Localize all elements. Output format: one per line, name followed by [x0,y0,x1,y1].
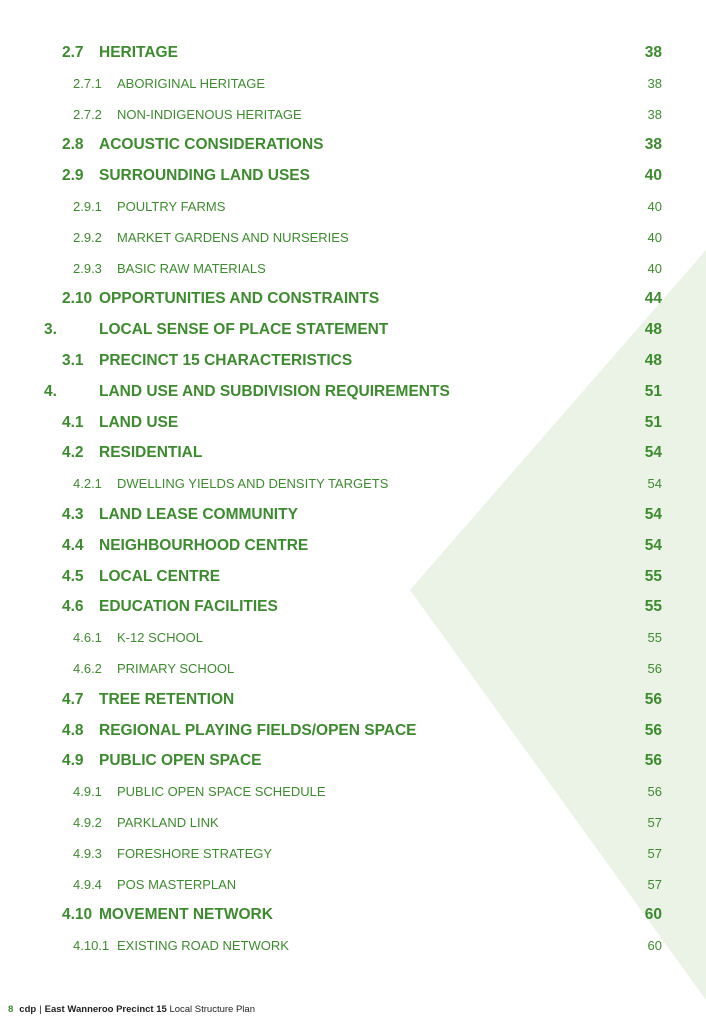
toc-title: LAND USE AND SUBDIVISION REQUIREMENTS [99,382,450,400]
toc-page-number: 56 [647,784,662,800]
toc-page-number: 57 [647,845,662,861]
toc-subentry[interactable] [0,469,706,499]
toc-title: LOCAL SENSE OF PLACE STATEMENT [99,321,389,339]
toc-title: SURROUNDING LAND USES [99,167,310,185]
toc-title: LAND LEASE COMMUNITY [99,506,298,523]
toc-chapter[interactable] [0,315,706,345]
toc-title: PRECINCT 15 CHARACTERISTICS [99,352,353,369]
toc-number: 4.6 [62,598,84,616]
toc-title: PUBLIC OPEN SPACE [99,752,262,770]
toc-title: EDUCATION FACILITIES [99,598,278,616]
toc-number: 4.2 [62,444,84,462]
toc-title: PRIMARY SCHOOL [117,661,235,676]
toc-title: MARKET GARDENS AND NURSERIES [117,229,349,245]
toc-number: 2.9.2 [73,229,102,245]
toc-title: DWELLING YIELDS AND DENSITY TARGETS [117,476,389,492]
toc-page-number: 40 [647,229,662,245]
toc-number: 2.7.2 [73,106,102,122]
toc-subentry[interactable] [0,254,706,284]
toc-number: 2.9.3 [73,260,102,276]
toc-number: 4.9 [62,752,84,770]
toc-title: K-12 SCHOOL [117,630,203,646]
toc-number: 4.1 [62,413,84,431]
toc-page-number: 38 [644,136,662,154]
toc-subentry[interactable] [0,192,706,222]
toc-entry[interactable] [0,562,706,592]
toc-page-number: 48 [644,321,662,339]
toc-title: ACOUSTIC CONSIDERATIONS [99,136,324,154]
toc-entry[interactable] [0,531,706,561]
toc-page-number: 55 [647,630,662,646]
toc-page-number: 40 [644,167,662,185]
toc-entry[interactable] [0,746,706,776]
toc-number: 4.10 [62,906,93,924]
toc-title: LOCAL CENTRE [99,567,221,585]
toc-title: OPPORTUNITIES AND CONSTRAINTS [99,290,380,308]
toc-page-number: 40 [647,260,662,276]
toc-subentry[interactable] [0,223,706,253]
toc-title: PUBLIC OPEN SPACE SCHEDULE [117,784,326,800]
toc-subentry[interactable] [0,654,706,684]
toc-page-number: 56 [644,690,662,708]
toc-title: MOVEMENT NETWORK [99,906,273,924]
toc-entry[interactable] [0,38,706,68]
toc-entry[interactable] [0,900,706,930]
toc-number: 4.9.3 [73,845,102,861]
toc-entry[interactable] [0,716,706,746]
toc-page-number: 55 [644,598,662,616]
page-footer [8,1004,255,1015]
footer-brand: cdp [19,1004,37,1015]
toc-title: HERITAGE [99,44,178,61]
toc-page-number: 38 [647,75,662,91]
toc-title: LAND USE [99,413,179,431]
toc-title: ABORIGINAL HERITAGE [117,75,266,91]
toc-page-number: 56 [644,752,662,770]
toc-number: 4.4 [62,536,84,554]
toc-page-number: 60 [647,938,662,954]
toc-entry[interactable] [0,284,706,314]
toc-page-number: 54 [644,536,662,554]
toc-page-number: 38 [647,106,662,122]
footer-separator: | [39,1004,42,1015]
toc-number: 4.7 [62,690,84,708]
toc-title: PARKLAND LINK [117,815,219,830]
footer-project: East Wanneroo Precinct 15 [44,1004,167,1015]
toc-page-number: 57 [647,876,662,892]
toc-page-number: 56 [644,721,662,739]
toc-entry[interactable] [0,685,706,715]
toc-number: 4.2.1 [73,476,102,492]
toc-subentry[interactable] [0,623,706,653]
toc-number: 4.9.1 [73,784,102,800]
toc-title: NEIGHBOURHOOD CENTRE [99,536,309,554]
toc-page-number: 48 [644,352,662,369]
toc-entry[interactable] [0,346,706,376]
toc-subentry[interactable] [0,839,706,869]
toc-title: REGIONAL PLAYING FIELDS/OPEN SPACE [99,721,417,739]
toc-number: 2.10 [62,290,93,308]
toc-subentry[interactable] [0,777,706,807]
toc-number: 4.10.1 [73,938,110,954]
toc-page-number: 54 [644,444,662,462]
toc-entry[interactable] [0,438,706,468]
toc-subentry[interactable] [0,808,706,838]
toc-number: 4. [44,382,57,400]
toc-subentry[interactable] [0,870,706,900]
toc-title: EXISTING ROAD NETWORK [117,938,289,954]
toc-subentry[interactable] [0,100,706,130]
toc-number: 2.7.1 [73,75,102,91]
toc-page-number: 38 [644,44,662,61]
toc-subentry[interactable] [0,69,706,99]
toc-entry[interactable] [0,161,706,191]
toc-title: TREE RETENTION [99,690,235,708]
toc-number: 4.6.2 [73,661,102,676]
toc-number: 2.9.1 [73,199,102,214]
toc-number: 4.8 [62,721,84,739]
toc-entry[interactable] [0,408,706,438]
toc-title: POS MASTERPLAN [117,876,237,892]
toc-entry[interactable] [0,130,706,160]
toc-number: 4.6.1 [73,630,102,646]
toc-title: BASIC RAW MATERIALS [117,260,266,276]
toc-number: 4.3 [62,506,84,523]
toc-subentry[interactable] [0,931,706,961]
toc-title: POULTRY FARMS [117,199,226,214]
toc-title: RESIDENTIAL [99,444,203,462]
toc-number: 2.7 [62,44,84,61]
toc-title: FORESHORE STRATEGY [117,845,273,861]
toc-number: 3.1 [62,352,84,369]
toc-number: 4.9.2 [73,815,102,830]
toc-page-number: 55 [644,567,662,585]
toc-page-number: 54 [647,476,662,492]
toc-number: 4.5 [62,567,84,585]
toc-page-number: 60 [644,906,662,924]
toc-page-number: 51 [644,382,662,400]
toc-page-number: 56 [647,661,662,676]
toc-number: 2.9 [62,167,84,185]
toc-number: 2.8 [62,136,84,154]
toc-title: NON-INDIGENOUS HERITAGE [117,106,302,122]
toc-number: 3. [44,321,57,339]
toc-page-number: 54 [644,506,662,523]
toc-page-number: 40 [647,199,662,214]
toc-page-number: 44 [644,290,662,308]
toc-entry[interactable] [0,592,706,622]
toc-page-number: 57 [647,815,662,830]
toc-entry[interactable] [0,500,706,530]
toc-number: 4.9.4 [73,876,102,892]
toc-chapter[interactable] [0,377,706,407]
footer-document: Local Structure Plan [169,1004,255,1015]
toc-page-number: 51 [644,413,662,431]
footer-page-number: 8 [8,1004,14,1015]
